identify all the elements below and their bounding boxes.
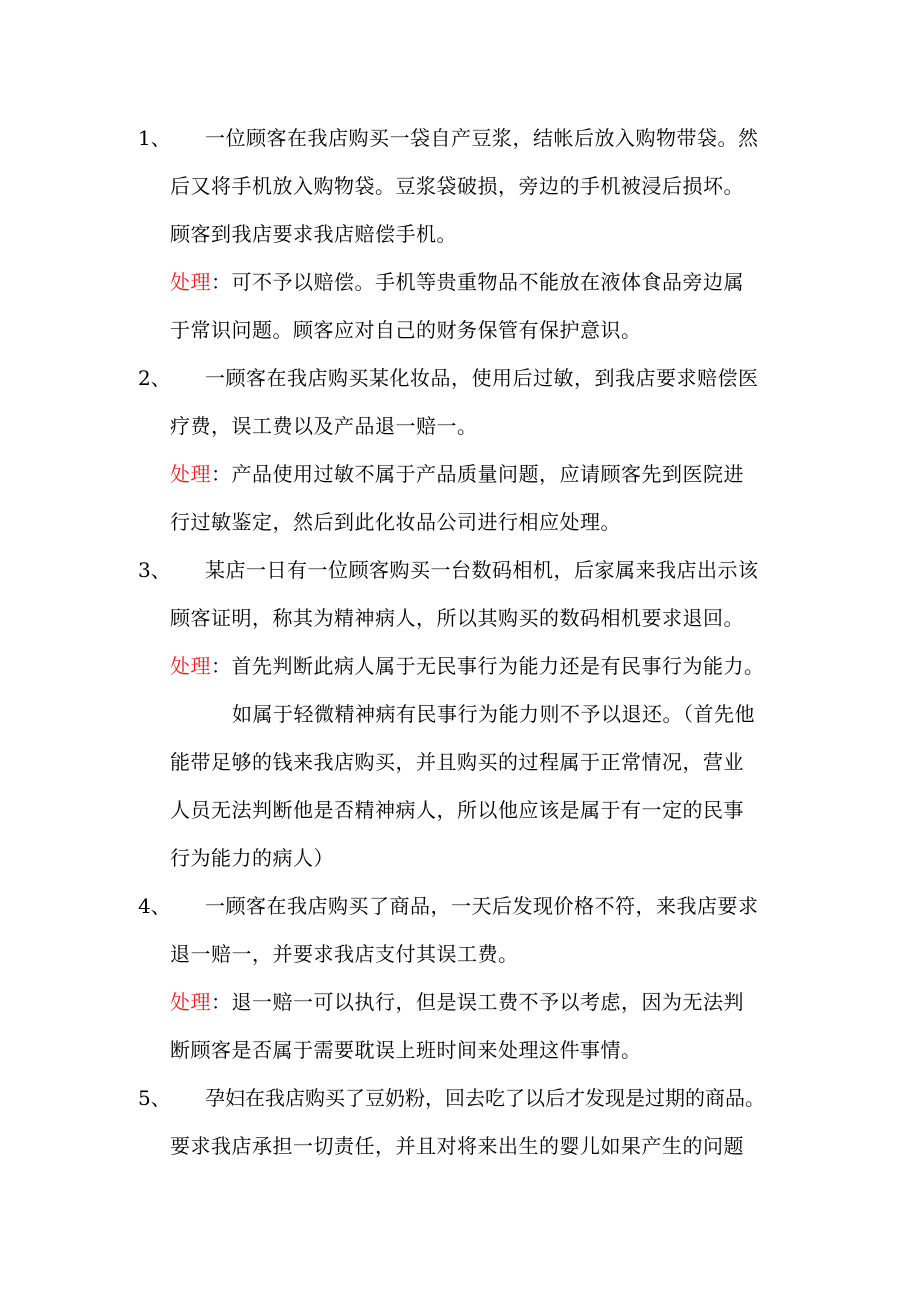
- handling-line: 能带足够的钱来我店购买，并且购买的过程属于正常情况，营业: [170, 750, 744, 774]
- item-number: 2、: [138, 366, 171, 390]
- handling-text: ：退一赔一可以执行，但是误工费不予以考虑，因为无法判: [211, 990, 744, 1014]
- case-line: 一位顾客在我店购买一袋自产豆浆，结帐后放入购物带袋。然: [205, 126, 759, 150]
- case-line: 顾客证明，称其为精神病人，所以其购买的数码相机要求退回。: [170, 606, 744, 630]
- case-line: 疗费，误工费以及产品退一赔一。: [170, 414, 478, 438]
- case-line: 顾客到我店要求我店赔偿手机。: [170, 222, 457, 246]
- handling-text: ：产品使用过敏不属于产品质量问题，应请顾客先到医院进: [211, 462, 744, 486]
- handling-line: 断顾客是否属于需要耽误上班时间来处理这件事情。: [170, 1038, 642, 1062]
- handling-line: [170, 268, 744, 296]
- handling-line: [170, 988, 744, 1016]
- case-line: 孕妇在我店购买了豆奶粉，回去吃了以后才发现是过期的商品。: [205, 1086, 765, 1110]
- case-line: 某店一日有一位顾客购买一台数码相机，后家属来我店出示该: [205, 558, 759, 582]
- case-line: 后又将手机放入购物袋。豆浆袋破损，旁边的手机被浸后损坏。: [170, 174, 744, 198]
- handling-line: 人员无法判断他是否精神病人，所以他应该是属于有一定的民事: [170, 798, 744, 822]
- handling-line: 行过敏鉴定，然后到此化妆品公司进行相应处理。: [170, 510, 621, 534]
- handling-line: [170, 460, 744, 488]
- handling-label: 处理: [170, 990, 211, 1014]
- handling-label: 处理: [170, 654, 211, 678]
- item-number: 1、: [138, 126, 171, 150]
- case-line: 一顾客在我店购买某化妆品，使用后过敏，到我店要求赔偿医: [205, 366, 759, 390]
- handling-label: 处理: [170, 270, 211, 294]
- item-number: 5、: [138, 1086, 171, 1110]
- handling-label: 处理: [170, 462, 211, 486]
- case-line: 一顾客在我店购买了商品，一天后发现价格不符，来我店要求: [205, 894, 759, 918]
- case-line: 退一赔一，并要求我店支付其误工费。: [170, 942, 519, 966]
- item-number: 4、: [138, 894, 171, 918]
- handling-line: 如属于轻微精神病有民事行为能力则不予以退还。（首先他: [232, 702, 755, 726]
- item-number: 3、: [138, 558, 171, 582]
- handling-line: 行为能力的病人）: [170, 846, 334, 870]
- handling-text: ：可不予以赔偿。手机等贵重物品不能放在液体食品旁边属: [211, 270, 744, 294]
- handling-line: [170, 652, 765, 680]
- handling-text: ：首先判断此病人属于无民事行为能力还是有民事行为能力。: [211, 654, 765, 678]
- case-line: 要求我店承担一切责任，并且对将来出生的婴儿如果产生的问题: [170, 1134, 744, 1158]
- handling-line: 于常识问题。顾客应对自己的财务保管有保护意识。: [170, 318, 642, 342]
